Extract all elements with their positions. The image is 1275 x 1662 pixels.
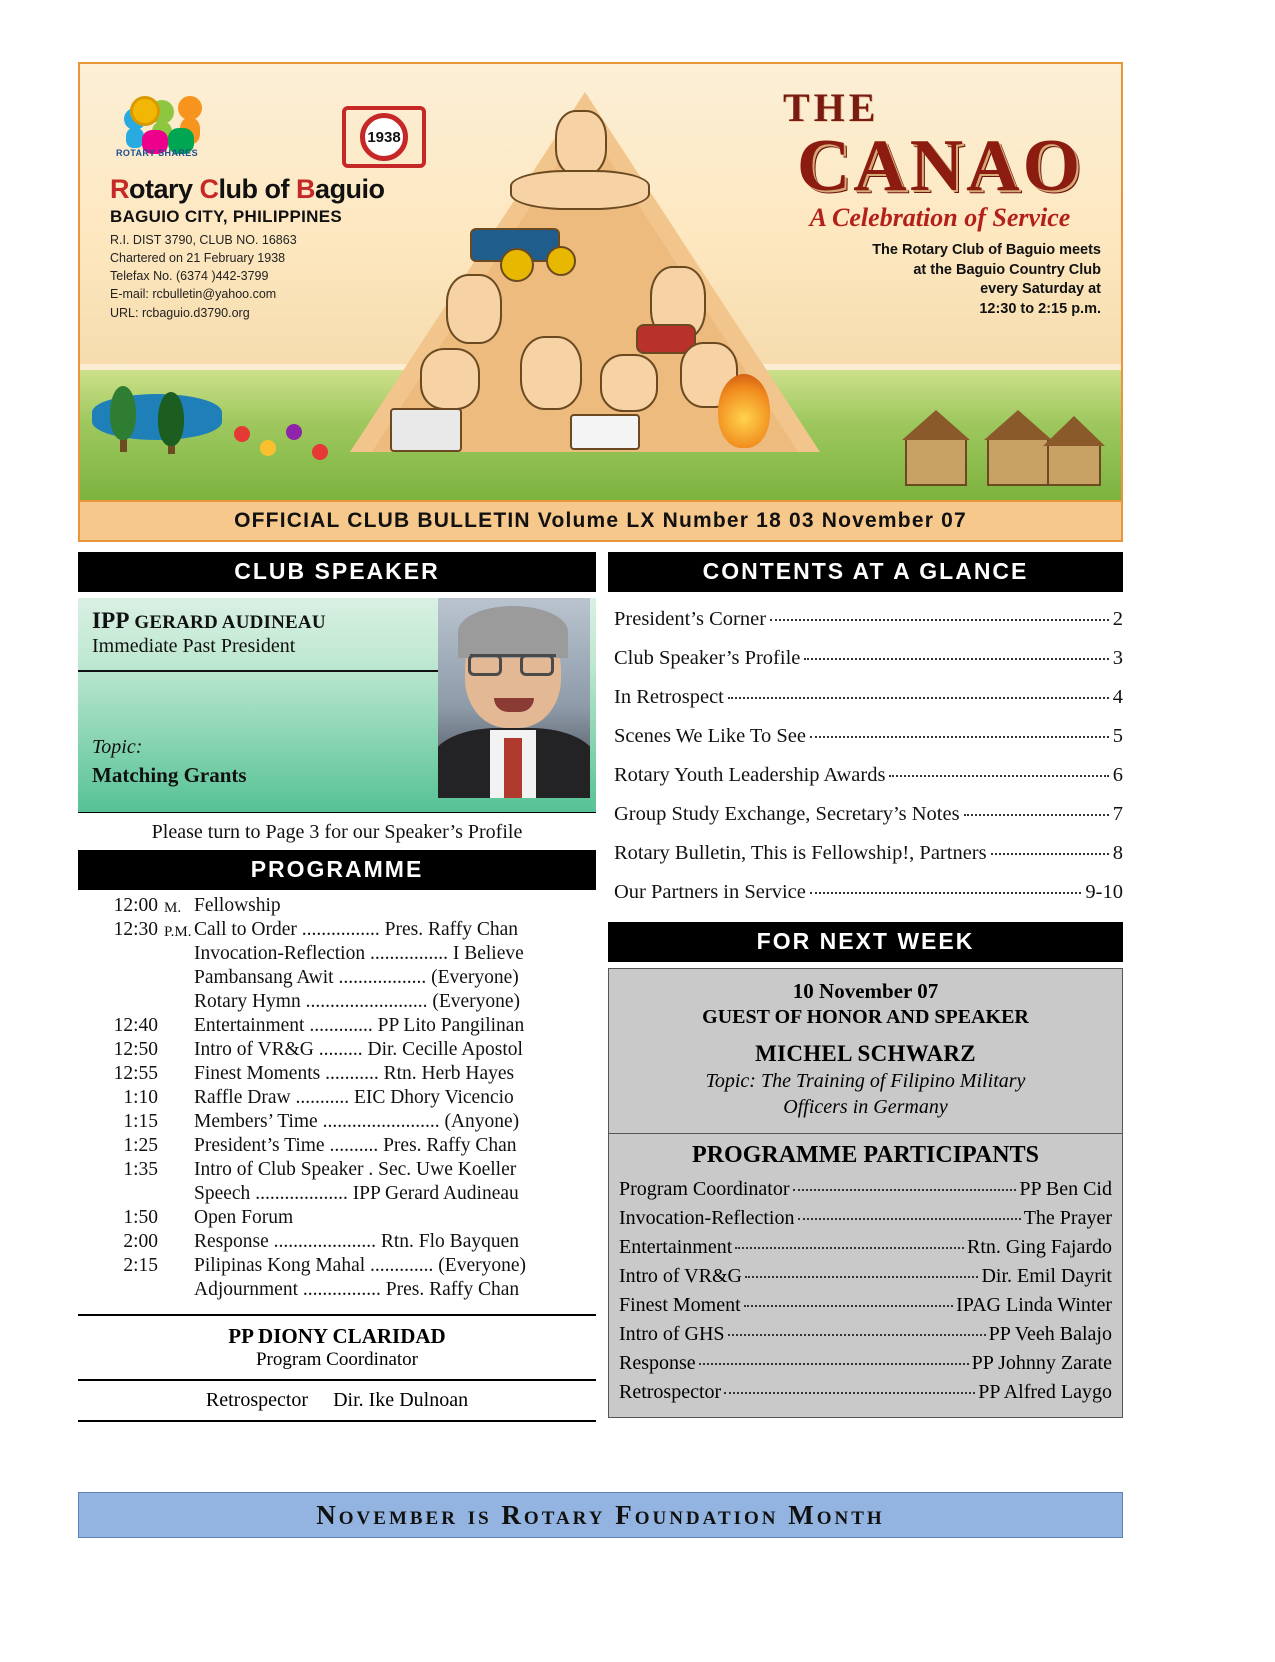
programme-time: 12:30 [113, 919, 158, 940]
contents-header: CONTENTS AT A GLANCE [608, 552, 1123, 592]
participant-row [619, 1378, 1112, 1407]
contents-item-label: Our Partners in Service [614, 881, 806, 903]
contents-item[interactable] [608, 639, 1123, 678]
participant-value: Dir. Emil Dayrit [981, 1265, 1112, 1287]
meeting-info-line4: 12:30 to 2:15 p.m. [979, 300, 1101, 317]
programme-row [78, 1206, 596, 1230]
programme-item: President’s Time .......... Pres. Raffy Chan [194, 1135, 517, 1156]
title-the: THE [783, 85, 880, 130]
speaker-topic-label: Topic: [92, 736, 143, 758]
programme-time: 12:55 [113, 1063, 158, 1084]
programme-item: Pilipinas Kong Mahal ............. (Everyone) [194, 1255, 526, 1276]
contents-item[interactable] [608, 717, 1123, 756]
right-column [608, 552, 1123, 1418]
programme-row [78, 966, 596, 990]
contents-item[interactable] [608, 678, 1123, 717]
contents-item-label: In Retrospect [614, 686, 724, 708]
participant-value: PP Veeh Balajo [988, 1323, 1112, 1345]
programme-item: Open Forum [194, 1207, 294, 1228]
programme-row [78, 990, 596, 1014]
programme-row [78, 1062, 596, 1086]
participant-row [619, 1204, 1112, 1233]
club-name-part3: aguio [315, 174, 385, 204]
participant-row [619, 1233, 1112, 1262]
programme-item: Pambansang Awit .................. (Everyone) [194, 967, 519, 988]
participant-leader [798, 1218, 1021, 1220]
next-week-topic-line1: Topic: The Training of Filipino Military [705, 1070, 1026, 1092]
programme-time: 12:50 [113, 1039, 158, 1060]
programme-header: PROGRAMME [78, 850, 596, 890]
programme-row [78, 1254, 596, 1278]
contents-leader [964, 814, 1109, 816]
speaker-turn-note: Please turn to Page 3 for our Speaker’s Profile [151, 821, 523, 843]
contents-item-label: Rotary Youth Leadership Awards [614, 764, 886, 786]
contents-item[interactable] [608, 756, 1123, 795]
participant-label: Intro of VR&G [619, 1265, 742, 1287]
programme-table [78, 894, 596, 1302]
programme-time: 1:10 [123, 1087, 158, 1108]
program-coordinator-role: Program Coordinator [255, 1349, 418, 1370]
club-district: R.I. DIST 3790, CLUB NO. 16863 [110, 233, 297, 247]
participants-header: PROGRAMME PARTICIPANTS [692, 1142, 1039, 1168]
club-url: URL: rcbaguio.d3790.org [110, 305, 250, 320]
programme-item: Speech ................... IPP Gerard Audineau [194, 1183, 519, 1204]
left-column [78, 552, 596, 1422]
programme-time: 1:15 [123, 1111, 158, 1132]
programme-item: Fellowship [194, 895, 281, 916]
participant-label: Intro of GHS [619, 1323, 725, 1345]
programme-row [78, 1278, 596, 1302]
contents-list [608, 600, 1123, 912]
programme-item: Response ..................... Rtn. Flo Bayquen [194, 1231, 520, 1252]
participant-leader [724, 1392, 975, 1394]
programme-row [78, 1182, 596, 1206]
participant-value: PP Alfred Laygo [978, 1381, 1112, 1403]
programme-time: 1:35 [123, 1159, 158, 1180]
contents-item-label: Scenes We Like To See [614, 725, 806, 747]
contents-item-page: 2 [1112, 608, 1123, 630]
participant-row [619, 1320, 1112, 1349]
contents-item[interactable] [608, 834, 1123, 873]
participant-row [619, 1291, 1112, 1320]
programme-row [78, 1158, 596, 1182]
speaker-topic: Matching Grants [92, 763, 247, 787]
programme-time: 2:15 [123, 1255, 158, 1276]
programme-row [78, 1110, 596, 1134]
programme-ampm: P.M. [164, 924, 192, 940]
contents-leader [728, 697, 1109, 699]
contents-item-page: 5 [1112, 725, 1123, 747]
footer-banner: November is Rotary Foundation Month [78, 1492, 1123, 1538]
contents-item-label: Group Study Exchange, Secretary’s Notes [614, 803, 960, 825]
club-name: Rotary Club of Baguio [110, 174, 385, 204]
programme-row [78, 942, 596, 966]
participant-label: Response [619, 1352, 696, 1374]
retrospector-block [78, 1379, 596, 1422]
programme-item: Intro of Club Speaker . Sec. Uwe Koeller [194, 1159, 517, 1180]
contents-item-page: 6 [1112, 764, 1123, 786]
participant-label: Finest Moment [619, 1294, 741, 1316]
programme-time: 12:40 [113, 1015, 158, 1036]
club-city: BAGUIO CITY, PHILIPPINES [110, 207, 343, 226]
club-name-part1: otary [129, 174, 193, 204]
contents-leader [770, 619, 1109, 621]
charter-year-badge [342, 106, 426, 168]
contents-item-page: 3 [1112, 647, 1123, 669]
participant-label: Invocation-Reflection [619, 1207, 795, 1229]
programme-item: Rotary Hymn ......................... (Everyone) [194, 991, 521, 1012]
participant-leader [744, 1305, 953, 1307]
participant-leader [728, 1334, 986, 1336]
contents-item-label: President’s Corner [614, 608, 767, 630]
masthead [78, 62, 1123, 502]
programme-item: Raffle Draw ........... EIC Dhory Vicencio [194, 1087, 514, 1108]
next-week-guest-label: GUEST OF HONOR AND SPEAKER [702, 1006, 1029, 1028]
contents-leader [810, 736, 1109, 738]
participant-value: IPAG Linda Winter [956, 1294, 1112, 1316]
participant-leader [793, 1189, 1017, 1191]
bulletin-title-block [775, 84, 1105, 320]
participant-row [619, 1349, 1112, 1378]
club-email: E-mail: rcbulletin@yahoo.com [110, 287, 277, 302]
club-identity-block [110, 92, 440, 322]
participant-value: PP Johnny Zarate [971, 1352, 1112, 1374]
participant-row [619, 1262, 1112, 1291]
club-speaker-header: CLUB SPEAKER [78, 552, 596, 592]
programme-ampm: M. [164, 900, 182, 916]
participant-label: Retrospector [619, 1381, 722, 1403]
participants-card [608, 1134, 1123, 1418]
title-canao: CANAO [796, 125, 1084, 207]
village-right-illustration [887, 386, 1117, 496]
participant-row [619, 1175, 1112, 1204]
charter-year-text: 1938 [360, 113, 408, 161]
contents-item-page: 4 [1112, 686, 1123, 708]
club-speaker-card [78, 598, 596, 813]
contents-item[interactable] [608, 795, 1123, 834]
programme-row [78, 918, 596, 942]
participant-value: Rtn. Ging Fajardo [967, 1236, 1112, 1258]
programme-time: 12:00 [113, 895, 158, 916]
contents-item-label: Club Speaker’s Profile [614, 647, 801, 669]
programme-item: Adjournment ................ Pres. Raffy Chan [194, 1279, 520, 1300]
participant-label: Program Coordinator [619, 1178, 790, 1200]
programme-item: Intro of VR&G ......... Dir. Cecille Apostol [194, 1039, 523, 1060]
speaker-name: GERARD AUDINEAU [134, 612, 326, 633]
next-week-speaker-name: MICHEL SCHWARZ [755, 1041, 976, 1066]
participant-leader [745, 1276, 978, 1278]
speaker-name-prefix: IPP [92, 608, 129, 633]
next-week-card [608, 968, 1123, 1134]
programme-row [78, 894, 596, 918]
rotary-shares-label: ROTARY SHARES [116, 148, 199, 158]
participant-leader [735, 1247, 964, 1249]
speaker-role: Immediate Past President [92, 635, 296, 657]
title-tagline: A Celebration of Service [809, 203, 1071, 233]
programme-row [78, 1086, 596, 1110]
speaker-photo [438, 598, 590, 798]
club-telefax: Telefax No. (6374 )442-3799 [110, 269, 269, 284]
contents-item-page: 8 [1112, 842, 1123, 864]
contents-leader [889, 775, 1108, 777]
programme-time: 2:00 [123, 1231, 158, 1252]
programme-row [78, 1038, 596, 1062]
next-week-topic-line2: Officers in Germany [783, 1096, 948, 1118]
contents-item-label: Rotary Bulletin, This is Fellowship!, Partners [614, 842, 987, 864]
contents-leader [810, 892, 1082, 894]
program-coordinator-block [78, 1314, 596, 1371]
meeting-info [775, 241, 1105, 319]
participant-value: PP Ben Cid [1019, 1178, 1112, 1200]
next-week-date: 10 November 07 [792, 979, 939, 1003]
contents-leader [991, 853, 1109, 855]
retrospector-label: Retrospector [205, 1389, 309, 1411]
programme-item: Members’ Time ........................ (Anyone) [194, 1111, 520, 1132]
bulletin-volume-bar: OFFICIAL CLUB BULLETIN Volume LX Number 18 03 November 07 [78, 502, 1123, 542]
meeting-info-line3: every Saturday at [980, 281, 1101, 298]
participant-value: The Prayer [1023, 1207, 1112, 1229]
program-coordinator-name: PP DIONY CLARIDAD [228, 1324, 446, 1348]
programme-item: Call to Order ................ Pres. Raffy Chan [194, 919, 519, 940]
programme-row [78, 1134, 596, 1158]
next-week-header: FOR NEXT WEEK [608, 922, 1123, 962]
contents-item[interactable] [608, 600, 1123, 639]
contents-item[interactable] [608, 873, 1123, 912]
programme-item: Finest Moments ........... Rtn. Herb Hayes [194, 1063, 515, 1084]
programme-row [78, 1230, 596, 1254]
contents-item-page: 9-10 [1085, 881, 1123, 903]
club-name-part2: lub of [218, 174, 290, 204]
programme-time: 1:25 [123, 1135, 158, 1156]
programme-item: Entertainment ............. PP Lito Pangilinan [194, 1015, 525, 1036]
participant-leader [699, 1363, 969, 1365]
retrospector-name: Dir. Ike Dulnoan [333, 1389, 469, 1411]
meeting-info-line1: The Rotary Club of Baguio meets [872, 242, 1101, 259]
programme-item: Invocation-Reflection ................ I Believe [194, 943, 524, 964]
meeting-info-line2: at the Baguio Country Club [913, 261, 1101, 278]
contents-leader [804, 658, 1108, 660]
landscape-left-illustration [84, 376, 354, 496]
programme-time: 1:50 [123, 1207, 158, 1228]
contents-item-page: 7 [1112, 803, 1123, 825]
programme-row [78, 1014, 596, 1038]
club-chartered: Chartered on 21 February 1938 [110, 251, 286, 266]
participant-label: Entertainment [619, 1236, 733, 1258]
